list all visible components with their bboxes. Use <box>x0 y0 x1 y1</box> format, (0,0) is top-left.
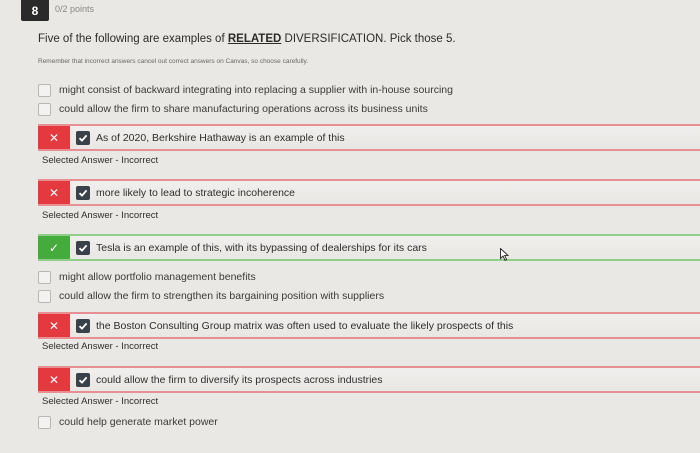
checked-checkbox-icon[interactable] <box>76 373 90 387</box>
correct-check-icon: ✓ <box>38 236 70 259</box>
incorrect-x-icon: ✕ <box>38 181 70 204</box>
answer-option[interactable] <box>38 269 256 285</box>
selected-answer-label: Selected Answer - Incorrect <box>42 210 159 221</box>
answer-option[interactable] <box>38 101 428 117</box>
incorrect-x-icon: ✕ <box>38 314 70 337</box>
answer-option-incorrect[interactable] <box>38 366 700 393</box>
answer-option[interactable] <box>38 288 384 304</box>
incorrect-x-icon: ✕ <box>38 126 70 149</box>
option-text: could allow the firm to share manufacturing operations across its business units <box>59 103 428 115</box>
points-label: 0/2 points <box>55 4 95 14</box>
instruction-note: Remember that incorrect answers cancel out correct answers on Canvas, so choose carefully. <box>38 58 309 65</box>
option-text: might consist of backward integrating into replacing a supplier with in-house sourcing <box>59 84 453 96</box>
option-text: might allow portfolio management benefits <box>59 271 256 283</box>
checked-checkbox-icon[interactable] <box>76 319 90 333</box>
answer-option-incorrect[interactable] <box>38 124 700 151</box>
option-text: more likely to lead to strategic incoherence <box>96 186 296 199</box>
selected-answer-label: Selected Answer - Incorrect <box>42 155 159 166</box>
unchecked-checkbox-icon[interactable] <box>38 84 51 97</box>
checked-checkbox-icon[interactable] <box>76 131 90 145</box>
answer-option-incorrect[interactable] <box>38 312 700 339</box>
unchecked-checkbox-icon[interactable] <box>38 290 51 303</box>
answer-option[interactable] <box>38 82 453 98</box>
prompt-text-before: Five of the following are examples of <box>38 33 228 45</box>
question-number-badge: 8 <box>21 0 49 21</box>
question-prompt <box>38 33 456 45</box>
option-text: Tesla is an example of this, with its bypassing of dealerships for its cars <box>96 241 427 254</box>
unchecked-checkbox-icon[interactable] <box>38 416 51 429</box>
option-text: the Boston Consulting Group matrix was often used to evaluate the likely prospects of this <box>96 319 514 332</box>
prompt-text-after: DIVERSIFICATION. Pick those 5. <box>281 33 456 45</box>
answer-option[interactable] <box>38 414 218 430</box>
unchecked-checkbox-icon[interactable] <box>38 271 51 284</box>
unchecked-checkbox-icon[interactable] <box>38 103 51 116</box>
option-text: As of 2020, Berkshire Hathaway is an example of this <box>96 131 345 144</box>
checked-checkbox-icon[interactable] <box>76 186 90 200</box>
option-text: could allow the firm to strengthen its bargaining position with suppliers <box>59 290 385 302</box>
mouse-cursor-icon <box>500 248 509 266</box>
option-text: could help generate market power <box>59 416 218 428</box>
answer-option-incorrect[interactable] <box>38 179 700 206</box>
selected-answer-label: Selected Answer - Incorrect <box>42 341 159 352</box>
answer-option-correct[interactable] <box>38 234 700 261</box>
incorrect-x-icon: ✕ <box>38 368 70 391</box>
option-text: could allow the firm to diversify its prospects across industries <box>96 373 383 386</box>
checked-checkbox-icon[interactable] <box>76 241 90 255</box>
selected-answer-label: Selected Answer - Incorrect <box>42 396 159 407</box>
prompt-emphasis: RELATED <box>227 33 282 45</box>
